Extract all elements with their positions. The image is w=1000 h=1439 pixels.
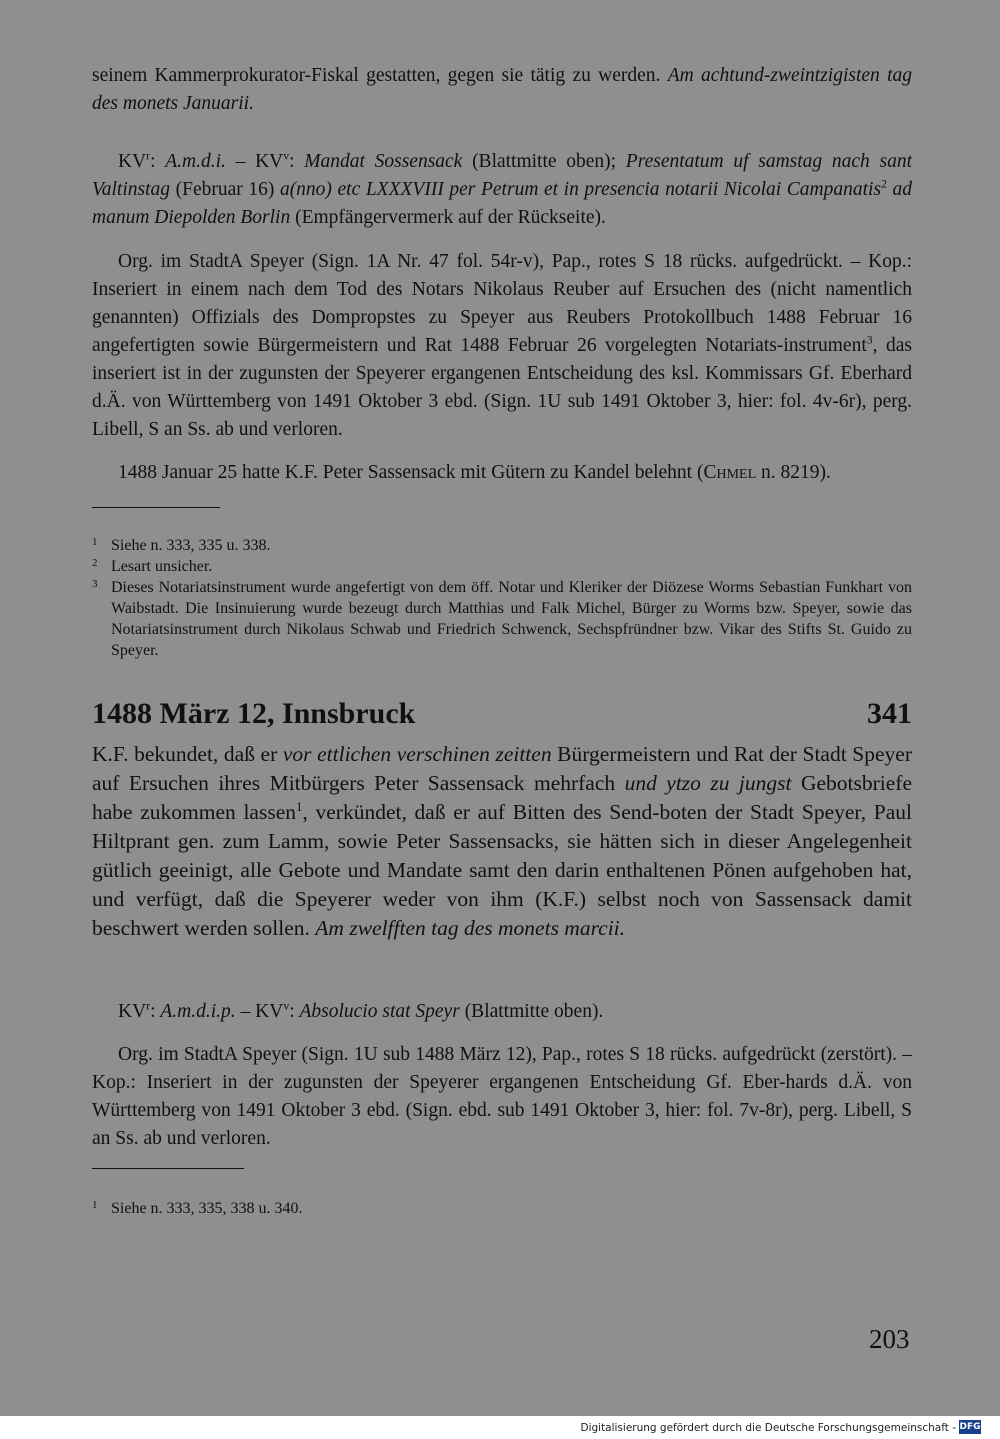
chmel-name: Chmel [703, 462, 757, 483]
footnote-divider [92, 507, 220, 508]
kv-recto-label: KV [118, 151, 147, 172]
org-text-b: , das inseriert ist in der zugunsten der Speyerer ergangenen Entscheidung des ksl. Kommissars Gf. Eberhard d.Ä. von Württemberg von 1491 Oktober 3 ebd. (Sign. 1U sub 1491 Oktober 3, hier: fol. 4v-6r), perg. Libell, S an Ss. ab und verloren. [92, 335, 912, 440]
regest-text: Gebotsbriefe habe zukommen lassen [92, 771, 912, 824]
regest-date: Am zwelfften tag des monets marcii. [315, 916, 626, 940]
manum-note: ad manum Diepolden Borlin [92, 179, 912, 228]
intro-text: seinem Kammerprokurator-Fiskal gestatten, gegen sie tätig zu werden. [92, 65, 661, 86]
kv-verso-value: Absolucio stat Speyr [299, 1001, 460, 1022]
footnote-number: 1 [92, 536, 98, 548]
dfg-logo-icon[interactable]: DFG [959, 1422, 981, 1432]
kv-verso-label: KV [255, 151, 284, 172]
regest-341 [92, 740, 912, 943]
footnote-ref-3: 3 [866, 333, 873, 347]
presentatum-note: Presentatum uf samstag nach sant Valtinstag [92, 151, 913, 200]
footnote-text: Siehe n. 333, 335 u. 338. [111, 537, 271, 554]
original-copy-paragraph-340 [92, 248, 912, 444]
document-number: 341 [867, 697, 912, 730]
kv-notes-341: $KV^r$: A.m.d.i.p. – $KV^v$: Absolucio stat Speyr (Blattmitte oben). [118, 999, 604, 1022]
footnote-ref-1: 1 [296, 799, 303, 814]
footnote-item [92, 535, 912, 556]
footnote-number: 1 [92, 1199, 98, 1211]
footnote-number: 2 [92, 557, 98, 569]
kv-verso-position: (Blattmitte oben). [464, 1001, 604, 1022]
footnote-text: Lesart unsicher. [111, 558, 213, 575]
intro-paragraph [92, 62, 912, 118]
chmel-text-b: n. 8219). [756, 462, 831, 483]
kv-notes-340: $KV^r$: A.m.d.i. – $KV^v$: Mandat Sossensack (Blattmitte oben); Presentatum uf samstag nach sant Valtinstag (Februar 16) a(nno) etc LXXXVIII per Petrum et in presencia notarii Nicolai Campanatis$^2$ ad manum Diepolden Borlin (Empfängervermerk auf der Rückseite). [92, 149, 913, 228]
kv-recto-sup: r [146, 999, 151, 1013]
kv-verso-sup: v [283, 149, 290, 163]
heading-date-place: 1488 März 12, Innsbruck [92, 697, 416, 730]
kv-verso-value: Mandat Sossensack [304, 151, 463, 172]
footnote-item [92, 556, 912, 577]
footnotes-340 [92, 535, 912, 661]
empfaenger-note: (Empfängervermerk auf der Rückseite). [295, 207, 606, 228]
footnote-ref-2: 2 [881, 177, 887, 191]
regest-text: K.F. bekundet, daß er [92, 742, 283, 766]
chmel-paragraph [92, 459, 912, 487]
org-text-a: Org. im StadtA Speyer (Sign. 1A Nr. 47 fol. 54r-v), Pap., rotes S 18 rücks. aufgedrückt. – Kop.: Inseriert in einem nach dem Tod des Notars Nikolaus Reuber auf Ersuchen des (nicht namentlich genannten) Offizials des Dompropstes zu Speyer aus Reubers Protokollbuch 1488 Februar 16 angefertigten sowie Bürgermeistern und Rat 1488 Februar 26 vorgelegten Notariats-instrument [92, 251, 912, 356]
regest-quote: vor ettlichen verschinen zeitten [282, 742, 552, 766]
anno-note: a(nno) etc LXXXVIII per Petrum et in presencia notarii Nicolai Campanatis [279, 179, 882, 200]
kv-verso-position: (Blattmitte oben); [472, 151, 617, 172]
kv-recto-sup: r [146, 149, 151, 163]
footnote-item [92, 577, 912, 661]
presentatum-date: (Februar 16) [175, 179, 275, 200]
footnote-text: Siehe n. 333, 335, 338 u. 340. [111, 1200, 303, 1217]
page-number: 203 [869, 1324, 910, 1354]
regest-text: Bürgermeistern und Rat der Stadt Speyer auf Ersuchen ihres Mitbürgers Peter Sassensack mehrfach [92, 742, 912, 795]
document-heading [92, 694, 912, 734]
kv-recto-value: A.m.d.i.p. [160, 1001, 236, 1022]
footnote-number: 3 [92, 578, 98, 590]
org-text: Org. im StadtA Speyer (Sign. 1U sub 1488 März 12), Pap., rotes S 18 rücks. aufgedrückt (zerstört). – Kop.: Inseriert in der zugunsten der Speyerer ergangenen Entscheidung Gf. Eber-hards d.Ä. von Württemberg von 1491 Oktober 3 ebd. (Sign. ebd. sub 1491 Oktober 3, hier: fol. 7v-8r), perg. Libell, S an Ss. ab und verloren. [92, 1044, 912, 1149]
original-copy-paragraph-341 [92, 1041, 912, 1153]
chmel-text-a: 1488 Januar 25 hatte K.F. Peter Sassensack mit Gütern zu Kandel belehnt ( [118, 462, 704, 483]
footnote-text: Dieses Notariatsinstrument wurde angefertigt von dem öff. Notar und Kleriker der Diözese Worms Sebastian Funkhart von Waibstadt. Die Insinuierung wurde bezeugt durch Matthias und Falk Michel, Bürger zu Worms bzw. Speyer, sowie das Notariatsinstrument durch Nikolaus Schwab und Friedrich Schwenck, Sechspfründner bzw. Vikar des Stifts St. Guido zu Speyer. [111, 579, 912, 659]
kv-verso-label: KV [255, 1001, 284, 1022]
kv-recto-label: KV [118, 1001, 147, 1022]
footnote-divider [92, 1168, 244, 1169]
footnote-item [92, 1198, 912, 1219]
regest-text: , verkündet, daß er auf Bitten des Send-boten der Stadt Speyer, Paul Hiltprant gen. zum Lamm, sowie Peter Sassensacks, sie hätten sich in dieser Angelegenheit gütlich geeinigt, alle Gebote und Mandate samt den darin enthaltenen Pönen aufgehoben hat, und verfügt, daß die Speyerer weder von ihm (K.F.) selbst noch von Sassensack damit beschwert werden sollen. [92, 800, 912, 940]
kv-verso-sup: v [283, 999, 290, 1013]
credit-bar [0, 1416, 1000, 1439]
intro-date: Am achtund-zweintzigisten tag des monets Januarii. [92, 65, 912, 114]
credit-text: Digitalisierung gefördert durch die Deutsche Forschungsgemeinschaft - [580, 1422, 956, 1434]
kv-recto-value: A.m.d.i. [165, 151, 226, 172]
footnotes-341 [92, 1198, 912, 1219]
regest-quote: und ytzo zu jungst [624, 771, 792, 795]
